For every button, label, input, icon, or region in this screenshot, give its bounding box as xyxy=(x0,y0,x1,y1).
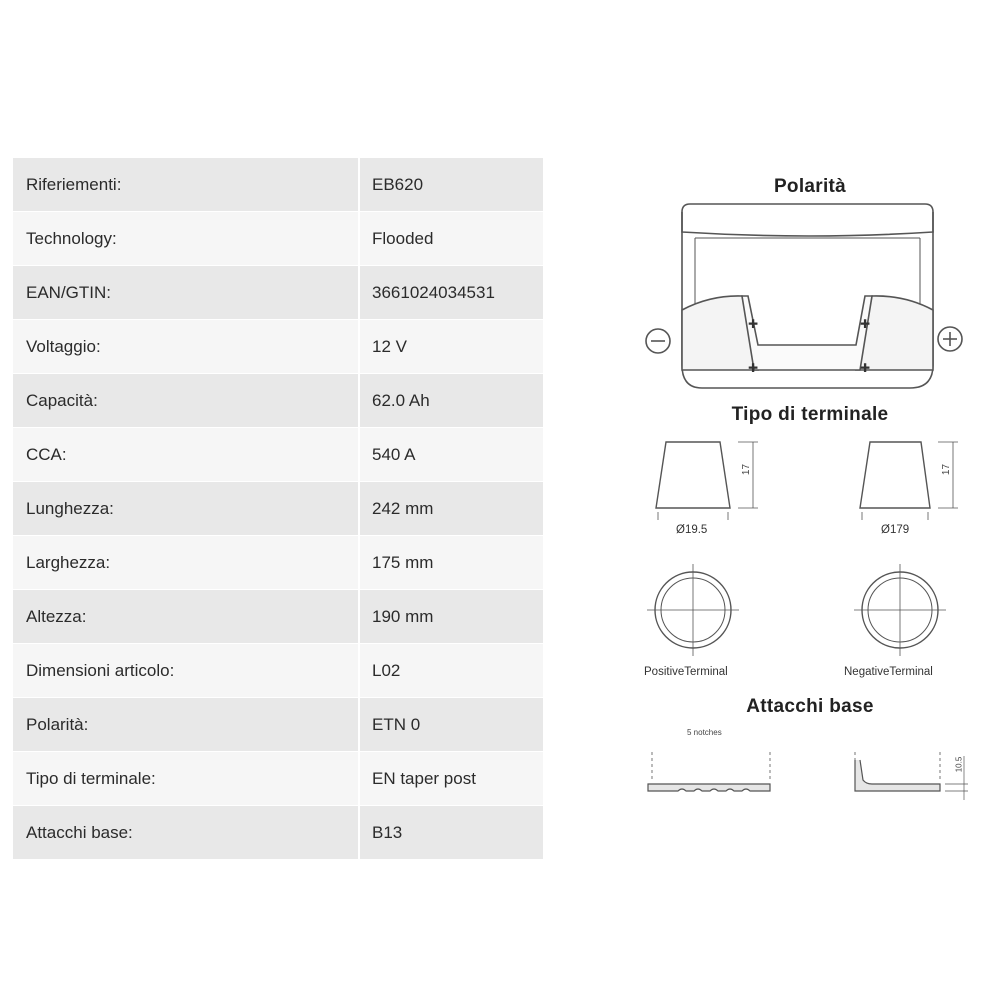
terminal-title: Tipo di terminale xyxy=(731,404,889,425)
positive-post-profile xyxy=(656,442,730,508)
spec-value: EB620 xyxy=(359,158,543,212)
negative-terminal-label: NegativeTerminal xyxy=(844,666,933,678)
terminal-recess xyxy=(742,296,872,370)
spec-row xyxy=(13,698,543,752)
spec-label: Technology: xyxy=(13,212,359,266)
spec-value: EN taper post xyxy=(359,752,543,806)
spec-value: 12 V xyxy=(359,320,543,374)
spec-label: Larghezza: xyxy=(13,536,359,590)
spec-value: ETN 0 xyxy=(359,698,543,752)
spec-value: 190 mm xyxy=(359,590,543,644)
negative-diameter-label: Ø179 xyxy=(881,524,910,536)
spec-row xyxy=(13,212,543,266)
negative-height-label: 17 xyxy=(941,463,953,476)
spec-value: 242 mm xyxy=(359,482,543,536)
spec-row xyxy=(13,806,543,860)
spec-row xyxy=(13,482,543,536)
spec-row xyxy=(13,320,543,374)
spec-label: Voltaggio: xyxy=(13,320,359,374)
spec-value: L02 xyxy=(359,644,543,698)
spec-row xyxy=(13,752,543,806)
base-notch-profile xyxy=(648,784,770,791)
spec-label: Lunghezza: xyxy=(13,482,359,536)
positive-height-label: 17 xyxy=(741,463,753,476)
spec-value: 175 mm xyxy=(359,536,543,590)
spec-label: Tipo di terminale: xyxy=(13,752,359,806)
base-height-label: 10.5 xyxy=(954,756,964,773)
spec-row xyxy=(13,428,543,482)
spec-row xyxy=(13,374,543,428)
spec-label: CCA: xyxy=(13,428,359,482)
spec-row xyxy=(13,266,543,320)
spec-row xyxy=(13,158,543,212)
spec-label: Altezza: xyxy=(13,590,359,644)
spec-row xyxy=(13,536,543,590)
spec-row xyxy=(13,590,543,644)
battery-diagram xyxy=(620,160,1000,820)
spec-label: EAN/GTIN: xyxy=(13,266,359,320)
spec-value: B13 xyxy=(359,806,543,860)
polarity-title: Polarità xyxy=(773,176,847,197)
diagram-drawings xyxy=(620,160,1000,820)
spec-label: Capacità: xyxy=(13,374,359,428)
positive-terminal-label: PositiveTerminal xyxy=(644,666,728,678)
svg-text:✚: ✚ xyxy=(748,361,759,375)
spec-label: Riferiementi: xyxy=(13,158,359,212)
base-side-profile xyxy=(855,760,940,791)
spec-table xyxy=(13,158,543,860)
spec-row xyxy=(13,644,543,698)
spec-value: 540 A xyxy=(359,428,543,482)
svg-text:✚: ✚ xyxy=(860,361,871,375)
spec-label: Attacchi base: xyxy=(13,806,359,860)
spec-value: Flooded xyxy=(359,212,543,266)
notches-label: 5 notches xyxy=(687,728,722,737)
base-title: Attacchi base xyxy=(746,696,874,717)
battery-lid xyxy=(682,212,933,236)
spec-value: 3661024034531 xyxy=(359,266,543,320)
spec-label: Polarità: xyxy=(13,698,359,752)
svg-text:✚: ✚ xyxy=(748,317,759,331)
positive-diameter-label: Ø19.5 xyxy=(676,524,708,536)
negative-post-profile xyxy=(860,442,930,508)
svg-text:✚: ✚ xyxy=(860,317,871,331)
spec-label: Dimensioni articolo: xyxy=(13,644,359,698)
spec-value: 62.0 Ah xyxy=(359,374,543,428)
